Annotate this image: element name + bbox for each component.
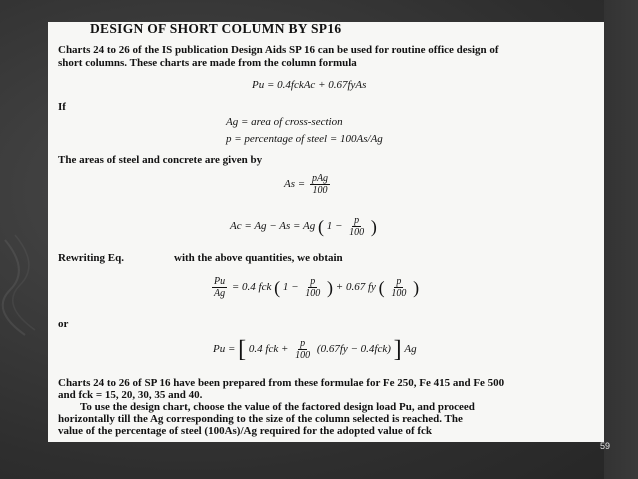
definition-p: p = percentage of steel = 100As/Ag — [226, 133, 383, 145]
equation-2-part-2: + 0.67 fy — [335, 281, 376, 294]
equation-as-numerator: pAg — [311, 172, 329, 184]
decorative-swirl — [0, 230, 48, 340]
equation-3-part-2: (0.67fy − 0.4fck) — [316, 343, 391, 356]
equation-3-lhs: Pu = — [213, 343, 236, 356]
equation-ac-close-paren: ) — [370, 216, 377, 237]
equation-ac-numerator: p — [354, 214, 360, 226]
equation-2-numerator-1: p — [310, 275, 316, 287]
areas-line: The areas of steel and concrete are given by — [58, 154, 263, 166]
equation-as-fraction — [310, 173, 330, 196]
equation-pu-over-ag — [210, 272, 419, 302]
equation-ac-lhs: Ac = Ag − As = Ag — [230, 220, 316, 233]
equation-as — [284, 172, 332, 196]
equation-3-close-bracket: ] — [393, 336, 402, 363]
equation-3-open-bracket: [ — [238, 336, 247, 363]
equation-2-fraction-1 — [303, 276, 322, 299]
document-title: DESIGN OF SHORT COLUMN BY SP16 — [90, 21, 342, 36]
equation-2-denominator-2: 100 — [391, 287, 407, 299]
equation-as-lhs: As = — [284, 178, 306, 191]
equation-ac-fraction — [347, 215, 366, 238]
footer-line-4: horizontally till the Ag corresponding to the size of the column selected is reached. The — [58, 413, 463, 425]
column-formula: Pu = 0.4fckAc + 0.67fyAs — [252, 79, 367, 91]
equation-ac-open-paren: ( — [317, 216, 324, 237]
footer-line-1: Charts 24 to 26 of SP 16 have been prepared from these formulae for Fe 250, Fe 415 and Fe 500 — [58, 377, 505, 389]
equation-ac-denominator: 100 — [349, 226, 365, 238]
rewriting-text: with the above quantities, we obtain — [174, 252, 343, 264]
equation-2-part-1: = 0.4 fck — [231, 281, 272, 294]
equation-2-open-paren-2: ( — [378, 277, 385, 298]
equation-as-denominator: 100 — [312, 184, 328, 196]
equation-2-one: 1 − — [282, 281, 299, 294]
equation-2-fraction-2 — [389, 276, 408, 299]
equation-2-close-paren-2: ) — [413, 277, 420, 298]
equation-ac — [230, 214, 377, 238]
if-label: If — [58, 101, 66, 113]
equation-3-tail: Ag — [404, 343, 417, 356]
equation-ac-one: 1 − — [326, 220, 343, 233]
footer-line-2: and fck = 15, 20, 30, 35 and 40. — [58, 389, 203, 401]
intro-line-2: short columns. These charts are made from the column formula — [58, 57, 357, 69]
equation-3-fraction — [293, 338, 312, 361]
page-number: 59 — [600, 441, 611, 451]
equation-2-denominator-1: 100 — [305, 287, 321, 299]
right-margin-band — [604, 0, 638, 479]
definition-ag: Ag = area of cross-section — [226, 116, 343, 128]
equation-3-numerator: p — [300, 337, 306, 349]
equation-2-numerator-2: p — [396, 275, 402, 287]
equation-pu — [213, 334, 417, 364]
equation-2-lhs-denominator: Ag — [214, 287, 226, 299]
intro-line-1: Charts 24 to 26 of the IS publication Design Aids SP 16 can be used for routine office design of — [58, 44, 499, 56]
equation-3-part-1: 0.4 fck + — [248, 343, 289, 356]
rewriting-label: Rewriting Eq. — [58, 252, 124, 264]
equation-2-close-paren-1: ) — [327, 277, 334, 298]
equation-2-lhs-numerator: Pu — [214, 275, 226, 287]
footer-line-3: To use the design chart, choose the value of the factored design load Pu, and proceed — [80, 401, 475, 413]
equation-2-open-paren-1: ( — [274, 277, 281, 298]
footer-line-5: value of the percentage of steel (100As)/Ag required for the adopted value of fck — [58, 425, 433, 437]
or-label: or — [58, 318, 69, 330]
equation-2-lhs-fraction — [212, 276, 227, 299]
equation-3-denominator: 100 — [295, 349, 311, 361]
scanned-document-page — [48, 22, 604, 442]
